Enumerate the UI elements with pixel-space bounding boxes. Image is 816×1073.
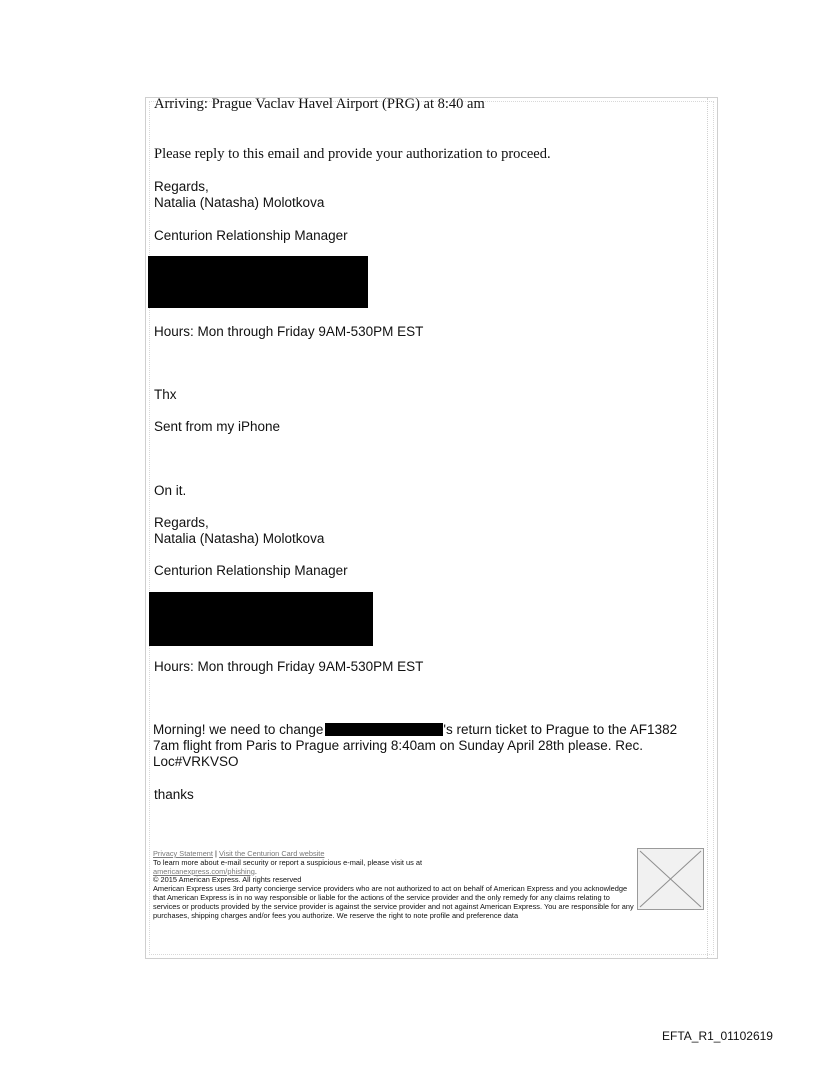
signature-regards: Regards, <box>154 179 209 194</box>
reply-thx: Thx <box>154 387 177 402</box>
security-notice: To learn more about e-mail security or report a suspicious e-mail, please visit us at <box>153 857 423 867</box>
signature-hours: Hours: Mon through Friday 9AM-530PM EST <box>154 324 424 339</box>
sent-from-iphone: Sent from my iPhone <box>154 419 281 434</box>
redacted-name <box>325 723 443 736</box>
signature-title: Centurion Relationship Manager <box>154 563 348 578</box>
authorization-request: Please reply to this email and provide your authorization to proceed. <box>154 146 551 162</box>
ticket-change-request <box>153 722 701 770</box>
centurion-website-link[interactable]: Visit the Centurion Card website <box>219 849 325 858</box>
concierge-disclaimer: American Express uses 3rd party concierge service providers who are not authorized to act on behalf of American Express and you acknowledge that American Express is in no way responsible or liable for the actions of the service provider and the only remedy for any claims relating to services or products provided by the service provider is against the service provider and not against American Express. You are responsible for any purchases, shipping charges and/or fees you authorize. We reserve the right to note profile and preference data <box>153 884 634 920</box>
reply-on-it: On it. <box>154 483 187 498</box>
copyright-notice: © 2015 American Express. All rights reserved <box>153 875 302 885</box>
privacy-statement-link[interactable]: Privacy Statement <box>153 849 213 858</box>
signature-title: Centurion Relationship Manager <box>154 228 348 243</box>
image-placeholder-cross <box>638 849 703 909</box>
signature-name: Natalia (Natasha) Molotkova <box>154 531 325 546</box>
arrival-line: Arriving: Prague Vaclav Havel Airport (PRG) at 8:40 am <box>154 96 485 112</box>
request-text-end: 's return ticket to Prague to the AF1382 7am flight from Paris to Prague arriving 8:40am on Sunday April 28th please. Rec. Loc#VRKVSO <box>153 722 678 769</box>
document-id: EFTA_R1_01102619 <box>662 1029 773 1043</box>
signature-name: Natalia (Natasha) Molotkova <box>154 195 325 210</box>
link-separator: | <box>215 849 217 858</box>
redaction-block <box>149 592 373 646</box>
redaction-block <box>148 256 368 308</box>
phishing-link[interactable]: americanexpress.com/phishing <box>153 866 255 876</box>
phishing-period: . <box>254 866 257 876</box>
signature-hours: Hours: Mon through Friday 9AM-530PM EST <box>154 659 424 674</box>
email-frame <box>145 97 718 959</box>
email-footer <box>153 850 638 920</box>
request-text-start: Morning! we need to change <box>153 722 324 737</box>
broken-image-icon <box>637 848 704 910</box>
closing-thanks: thanks <box>154 787 194 802</box>
email-frame-right-strip <box>707 98 714 958</box>
signature-regards: Regards, <box>154 515 209 530</box>
